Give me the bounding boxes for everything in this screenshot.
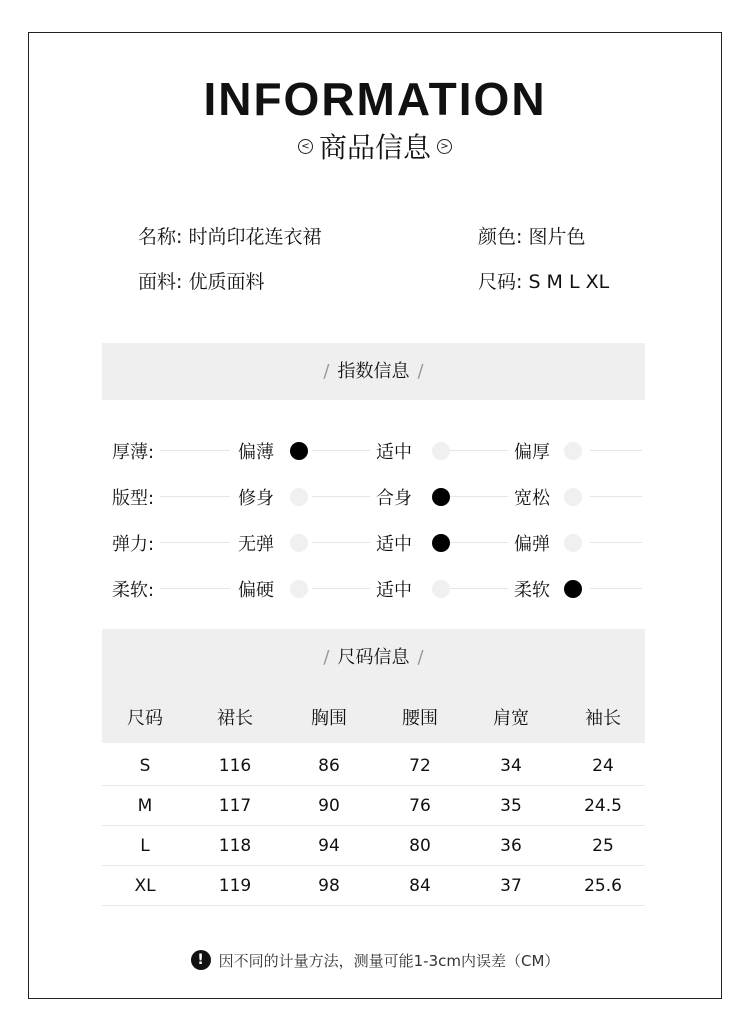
header-cell-text: 裙长 xyxy=(217,708,253,729)
cell-text: 80 xyxy=(409,836,431,856)
cell-text: 94 xyxy=(318,836,340,856)
product-color-value: 图片色 xyxy=(528,226,586,248)
index-row-label: 柔软: xyxy=(112,580,155,601)
size-table-header xyxy=(102,686,645,743)
index-guide-line xyxy=(312,496,370,497)
index-option: 柔软 xyxy=(514,580,550,601)
cell-text: 24 xyxy=(592,756,614,776)
unselected-dot-icon xyxy=(290,488,308,506)
index-row-label: 厚薄: xyxy=(112,442,155,463)
index-guide-line xyxy=(590,542,642,543)
size-table-row xyxy=(102,865,645,906)
cell-text: 37 xyxy=(500,876,522,896)
product-color-label: 颜色: xyxy=(478,226,523,248)
product-fabric xyxy=(138,267,264,294)
cell-text: 90 xyxy=(318,796,340,816)
cell-text: 84 xyxy=(409,876,431,896)
index-guide-line xyxy=(160,496,230,497)
index-option: 修身 xyxy=(238,488,274,509)
page-title: INFORMATION xyxy=(203,73,547,125)
cell-text: 25.6 xyxy=(584,876,622,896)
index-option: 合身 xyxy=(376,488,412,509)
product-name-label: 名称: xyxy=(138,226,183,248)
cell-text: 72 xyxy=(409,756,431,776)
cell-text: S xyxy=(139,756,151,776)
index-guide-line xyxy=(450,496,508,497)
cell-text: 86 xyxy=(318,756,340,776)
unselected-dot-icon xyxy=(564,534,582,552)
cell-text: 76 xyxy=(409,796,431,816)
cell-text: 98 xyxy=(318,876,340,896)
index-option: 适中 xyxy=(376,580,412,601)
product-fabric-value: 优质面料 xyxy=(188,271,265,293)
header-cell-text: 袖长 xyxy=(585,708,621,729)
cell-text: XL xyxy=(134,876,156,896)
index-option: 宽松 xyxy=(514,488,550,509)
size-section-title: 尺码信息 xyxy=(337,647,410,668)
index-option: 偏薄 xyxy=(238,442,274,463)
index-guide-line xyxy=(312,588,370,589)
size-table-row xyxy=(102,825,645,866)
cell-text: 25 xyxy=(592,836,614,856)
index-guide-line xyxy=(312,542,370,543)
header-cell-text: 胸围 xyxy=(311,708,347,729)
size-table-row xyxy=(102,785,645,826)
cell-text: 35 xyxy=(500,796,522,816)
cell-text: M xyxy=(137,796,153,816)
index-option: 无弹 xyxy=(238,534,274,555)
header-cell-text: 尺码 xyxy=(127,708,163,729)
product-size-value: S M L XL xyxy=(528,271,610,293)
selected-dot-icon xyxy=(290,442,308,460)
index-guide-line xyxy=(590,450,642,451)
index-option: 偏弹 xyxy=(514,534,550,555)
index-guide-line xyxy=(450,450,508,451)
chevron-right-icon: > xyxy=(437,139,452,154)
size-table-row xyxy=(102,745,645,786)
product-name-value: 时尚印花连衣裙 xyxy=(188,226,322,248)
selected-dot-icon xyxy=(432,534,450,552)
cell-text: 36 xyxy=(500,836,522,856)
cell-text: 119 xyxy=(218,876,252,896)
index-guide-line xyxy=(450,588,508,589)
index-guide-line xyxy=(590,588,642,589)
index-guide-line xyxy=(160,542,230,543)
header-cell-text: 腰围 xyxy=(402,708,438,729)
warning-icon: ! xyxy=(191,950,211,970)
unselected-dot-icon xyxy=(432,442,450,460)
product-size-label: 尺码: xyxy=(478,271,523,293)
selected-dot-icon xyxy=(564,580,582,598)
index-guide-line xyxy=(160,588,230,589)
selected-dot-icon xyxy=(432,488,450,506)
note-text: 因不同的计量方法，测量可能1-3cm内误差（CM） xyxy=(218,952,560,970)
cell-text: 118 xyxy=(218,836,252,856)
header-cell-text: 肩宽 xyxy=(493,708,529,729)
index-option: 适中 xyxy=(376,534,412,555)
product-fabric-label: 面料: xyxy=(138,271,183,293)
cell-text: 116 xyxy=(218,756,252,776)
unselected-dot-icon xyxy=(564,488,582,506)
page-subtitle xyxy=(0,126,750,166)
cell-text: L xyxy=(140,836,150,856)
cell-text: 117 xyxy=(218,796,252,816)
index-guide-line xyxy=(590,496,642,497)
index-guide-line xyxy=(160,450,230,451)
cell-text: 24.5 xyxy=(584,796,622,816)
index-option: 偏厚 xyxy=(514,442,550,463)
index-option: 适中 xyxy=(376,442,412,463)
size-section-header: / 尺码信息 / xyxy=(102,629,645,686)
index-row-label: 版型: xyxy=(112,488,155,509)
index-guide-line xyxy=(450,542,508,543)
product-name xyxy=(138,222,321,249)
subtitle-text: 商品信息 xyxy=(318,131,431,164)
unselected-dot-icon xyxy=(432,580,450,598)
product-size xyxy=(478,267,609,294)
index-section-header: / 指数信息 / xyxy=(102,343,645,400)
index-row-label: 弹力: xyxy=(112,534,155,555)
unselected-dot-icon xyxy=(564,442,582,460)
product-color xyxy=(478,222,585,249)
measurement-note xyxy=(0,950,750,972)
cell-text: 34 xyxy=(500,756,522,776)
index-guide-line xyxy=(312,450,370,451)
unselected-dot-icon xyxy=(290,580,308,598)
index-option: 偏硬 xyxy=(238,580,274,601)
unselected-dot-icon xyxy=(290,534,308,552)
index-section-title: 指数信息 xyxy=(337,361,410,382)
chevron-left-icon: < xyxy=(298,139,313,154)
